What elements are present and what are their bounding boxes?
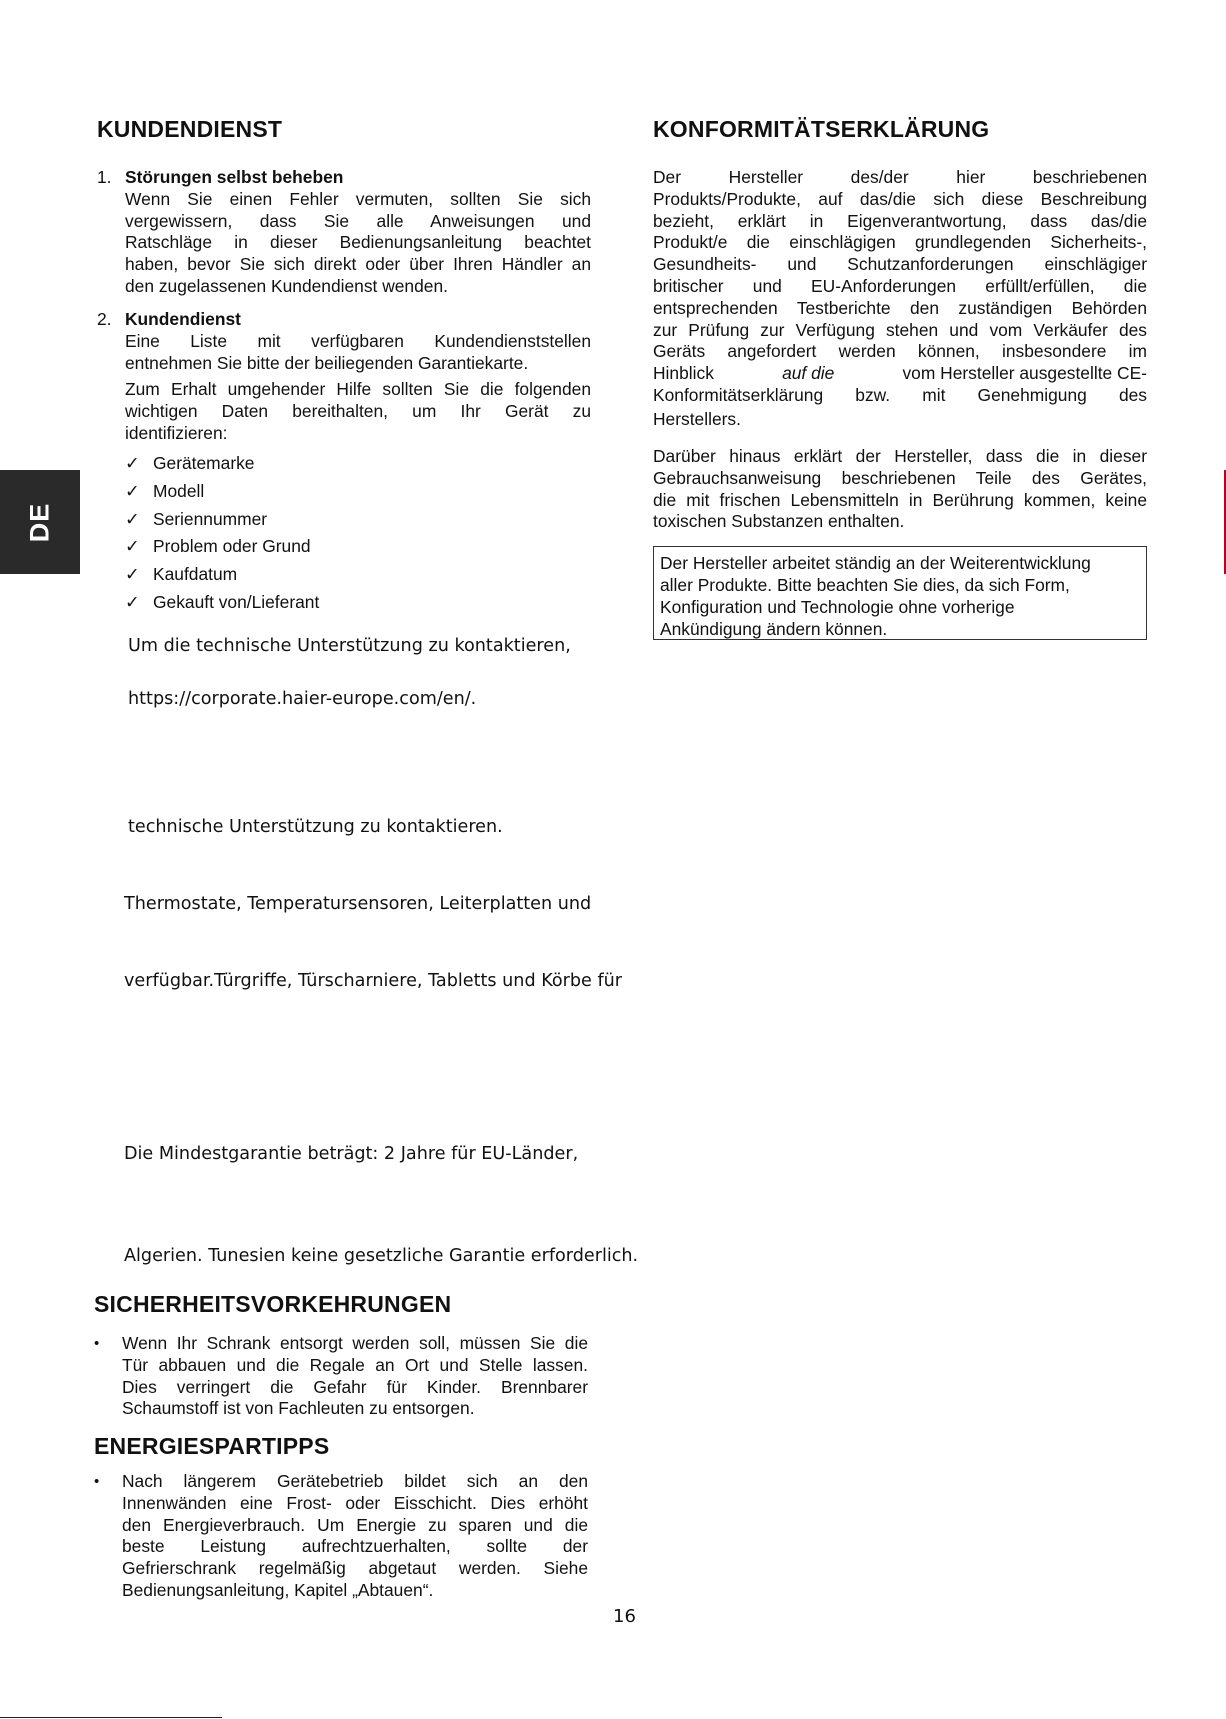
item-2-title: Kundendienst <box>125 309 241 329</box>
conformity-line: Gebrauchsanweisung beschriebenen Teile des Gerätes, <box>653 467 1147 488</box>
safety-line: Dies verringert die Gefahr für Kinder. Brennbarer <box>122 1376 588 1397</box>
footer-divider <box>0 1717 222 1718</box>
conformity-line: entsprechenden Testberichte den zuständigen Behörden <box>653 297 1147 318</box>
notice-line: Konfiguration und Technologie ohne vorherige <box>660 597 1015 617</box>
fragment-text: technische Unterstützung zu kontaktieren. <box>128 817 503 837</box>
item-2 <box>97 309 591 445</box>
conformity-line: zur Prüfung zur Verfügung stehen und vom Verkäufer des <box>653 319 1147 340</box>
conformity-line: toxischen Substanzen enthalten. <box>653 511 905 532</box>
bullet-icon: • <box>94 1473 100 1490</box>
fragment-text: Thermostate, Temperatursensoren, Leiterplatten und <box>124 894 592 914</box>
conformity-paragraph-2 <box>653 446 1147 533</box>
check-icon: ✓ <box>125 508 140 529</box>
safety-line: Tür abbauen und die Regale an Ort und Stelle lassen. <box>122 1354 588 1375</box>
conformity-paragraph <box>653 167 1147 431</box>
energy-line: Gefrierschrank regelmäßig abgetaut werden. Siehe <box>122 1558 588 1579</box>
checklist-item: ✓ Modell <box>125 480 205 501</box>
energy-line: beste Leistung aufrechtzuerhalten, sollte der <box>122 1536 588 1557</box>
check-icon: ✓ <box>125 564 140 585</box>
energy-line: Nach längerem Gerätebetrieb bildet sich an den <box>122 1471 588 1491</box>
check-icon: ✓ <box>125 480 140 501</box>
conformity-line: Gesundheits- und Schutzanforderungen einschlägiger <box>653 254 1147 275</box>
conformity-line: bezieht, erklärt in Eigenverantwortung, dass das/die <box>653 210 1147 231</box>
item-2-line: entnehmen Sie bitte der beiliegenden Garantiekarte. <box>125 352 529 373</box>
item-1-line: Ratschläge in dieser Bedienungsanleitung beachtet <box>125 232 591 253</box>
heading-konformitaet: KONFORMITÄTSERKLÄRUNG <box>653 116 990 142</box>
conformity-line: Geräts angefordert werden können, insbesondere im <box>653 341 1147 362</box>
conformity-line: Der Hersteller des/der hier beschriebenen <box>653 167 1147 187</box>
item-1-line: Wenn Sie einen Fehler vermuten, sollten Sie sich <box>125 188 591 209</box>
fragment-url[interactable]: https://corporate.haier-europe.com/en/. <box>128 689 477 709</box>
bullet-icon: • <box>94 1335 100 1352</box>
fragment-text: Die Mindestgarantie beträgt: 2 Jahre für EU-Länder, <box>124 1144 579 1164</box>
safety-line: Wenn Ihr Schrank entsorgt werden soll, müssen Sie die <box>122 1333 588 1353</box>
conformity-line: Hinblick auf die vom Hersteller ausgestellte CE- <box>653 363 1147 384</box>
item-2-line: Zum Erhalt umgehender Hilfe sollten Sie die folgenden <box>125 379 591 400</box>
item-2-line: Eine Liste mit verfügbaren Kundendienststellen <box>125 330 591 351</box>
check-icon: ✓ <box>125 536 140 557</box>
checklist-item: ✓ Seriennummer <box>125 508 268 529</box>
notice-line: aller Produkte. Bitte beachten Sie dies, da sich Form, <box>660 575 1070 595</box>
item-1-line: vergewissern, dass Sie alle Anweisungen und <box>125 210 591 231</box>
checklist-item: ✓ Gerätemarke <box>125 453 255 473</box>
check-icon: ✓ <box>125 453 140 473</box>
checklist-item: ✓ Problem oder Grund <box>125 536 311 557</box>
safety-line: Schaumstoff ist von Fachleuten zu entsorgen. <box>122 1398 475 1419</box>
item-2-line: wichtigen Daten bereithalten, um Ihr Gerät zu <box>125 401 591 422</box>
conformity-line: Produkt/e die einschlägigen grundlegenden Sicherheits-, <box>653 232 1147 253</box>
fragment-text: Algerien. Tunesien keine gesetzliche Garantie erforderlich. <box>124 1246 639 1266</box>
energy-line: Bedienungsanleitung, Kapitel „Abtauen“. <box>122 1579 434 1600</box>
item-1-title: Störungen selbst beheben <box>125 167 344 187</box>
item-1 <box>97 167 591 298</box>
energy-bullet <box>94 1471 588 1602</box>
item-1-number: 1. <box>97 167 112 187</box>
checklist-item: ✓ Kaufdatum <box>125 564 238 585</box>
notice-line: Ankündigung ändern können. <box>660 619 888 639</box>
checklist-item: ✓ Gekauft von/Lieferant <box>125 591 320 612</box>
notice-line: Der Hersteller arbeitet ständig an der Weiterentwicklung <box>660 553 1091 573</box>
italic-text: auf die <box>782 363 835 384</box>
fragment-text: verfügbar.Türgriffe, Türscharniere, Tabletts und Körbe für <box>124 971 623 991</box>
energy-line: den Energieverbrauch. Um Energie zu sparen und die <box>122 1514 588 1535</box>
check-icon: ✓ <box>125 591 140 612</box>
language-tab-label: DE <box>24 502 55 542</box>
conformity-line: die mit frischen Lebensmitteln in Berührung kommen, keine <box>653 489 1147 510</box>
conformity-line: Darüber hinaus erklärt der Hersteller, dass die in dieser <box>653 446 1147 466</box>
conformity-line: Produkts/Produkte, auf das/die sich diese Beschreibung <box>653 188 1147 209</box>
fragment-text: Um die technische Unterstützung zu kontaktieren, <box>128 636 571 656</box>
checklist <box>125 453 585 620</box>
language-tab <box>0 470 80 574</box>
item-2-line: identifizieren: <box>125 422 228 443</box>
conformity-line: Herstellers. <box>653 408 741 429</box>
conformity-line: Konformitätserklärung bzw. mit Genehmigung des <box>653 384 1147 405</box>
heading-kundendienst: KUNDENDIENST <box>97 116 283 142</box>
safety-bullet <box>94 1333 588 1420</box>
item-1-line: den zugelassenen Kundendienst wenden. <box>125 275 448 296</box>
item-1-line: haben, bevor Sie sich direkt oder über Ihren Händler an <box>125 254 591 275</box>
page-number: 16 <box>613 1606 636 1627</box>
notice-box <box>653 546 1147 640</box>
item-2-number: 2. <box>97 309 112 329</box>
conformity-line: britischer und EU-Anforderungen erfüllt/erfüllen, die <box>653 275 1147 296</box>
heading-energie: ENERGIESPARTIPPS <box>94 1433 330 1459</box>
energy-line: Innenwänden eine Frost- oder Eisschicht. Dies erhöht <box>122 1492 588 1513</box>
heading-sicherheit: SICHERHEITSVORKEHRUNGEN <box>94 1291 452 1317</box>
